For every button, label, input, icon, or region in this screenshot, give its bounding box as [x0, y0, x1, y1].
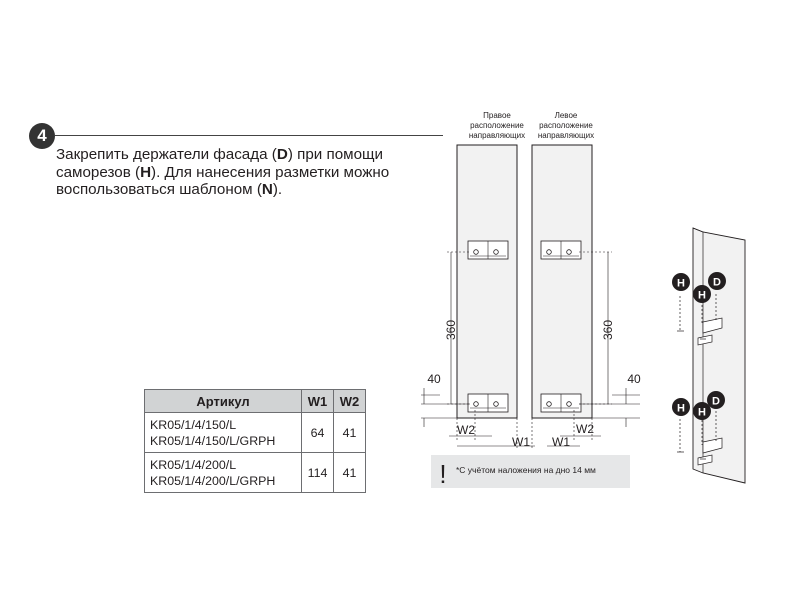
dimension-40-left: 40	[427, 372, 441, 386]
caption-line: направляющих	[468, 131, 526, 140]
note-text: *С учётом наложения на дно 14 мм	[456, 465, 596, 475]
article-code: KR05/1/4/200/L	[150, 457, 237, 472]
instruction-fragment: ). Для нанесения разметки можно	[151, 163, 390, 181]
caption-line: расположение	[470, 121, 524, 130]
left-placement-caption	[538, 111, 594, 140]
callout-h-icon	[672, 398, 690, 416]
header-article: Артикул	[145, 390, 302, 413]
w1-label-left: W1	[512, 435, 530, 449]
caption-line: Левое	[554, 111, 578, 120]
warning-icon: !	[439, 459, 447, 489]
header-w2: W2	[334, 390, 366, 413]
w2-label-right: W2	[576, 422, 594, 436]
facade-holder-top	[468, 241, 508, 259]
dimension-360-left: 360	[444, 319, 458, 341]
facade-holder-bottom	[468, 394, 508, 412]
facade-holder-top	[541, 241, 581, 259]
w1-cell: 64	[302, 413, 334, 453]
instruction-fragment: саморезов (	[56, 163, 141, 181]
dimension-40-right: 40	[627, 372, 641, 386]
callout-h-icon	[693, 285, 711, 303]
callout-letter: H	[698, 406, 706, 419]
dimension-360-right: 360	[601, 319, 615, 341]
callout-h-icon	[693, 402, 711, 420]
w2-cell: 41	[334, 413, 366, 453]
instruction-fragment: ).	[272, 181, 283, 198]
caption-line: направляющих	[537, 131, 595, 140]
w2-label-left: W2	[457, 423, 475, 437]
side-panel-perspective	[672, 228, 745, 483]
part-letter: N	[261, 181, 273, 198]
instruction-fragment: ) при помощи	[287, 146, 384, 163]
step-number-badge: 4	[29, 123, 55, 149]
callout-letter: H	[677, 402, 685, 415]
facade-panel-right-placement	[457, 145, 517, 418]
callout-d-icon	[707, 391, 725, 409]
w1-label-right: W1	[552, 435, 570, 449]
part-letter: D	[276, 146, 288, 163]
article-code: KR05/1/4/200/L/GRPH	[150, 473, 276, 488]
callout-letter: H	[677, 277, 685, 290]
note-box	[431, 455, 630, 489]
callout-h-icon	[672, 273, 690, 291]
instruction-fragment: воспользоваться шаблоном (	[56, 181, 262, 198]
caption-line: Правое	[483, 111, 511, 120]
instruction-fragment: Закрепить держатели фасада (	[56, 146, 277, 163]
callout-d-icon	[708, 272, 726, 290]
w2-cell: 41	[334, 453, 366, 493]
facade-holder-bottom	[541, 394, 581, 412]
part-letter: H	[140, 163, 152, 181]
caption-line: расположение	[539, 121, 593, 130]
callout-letter: D	[713, 276, 721, 289]
article-code: KR05/1/4/150/L/GRPH	[150, 433, 276, 448]
w1-cell: 114	[302, 453, 334, 493]
callout-letter: H	[698, 289, 706, 302]
callout-letter: D	[712, 395, 720, 408]
header-w1: W1	[302, 390, 334, 413]
article-code: KR05/1/4/150/L	[150, 417, 237, 432]
right-placement-caption	[469, 111, 525, 140]
facade-panel-left-placement	[532, 145, 592, 418]
